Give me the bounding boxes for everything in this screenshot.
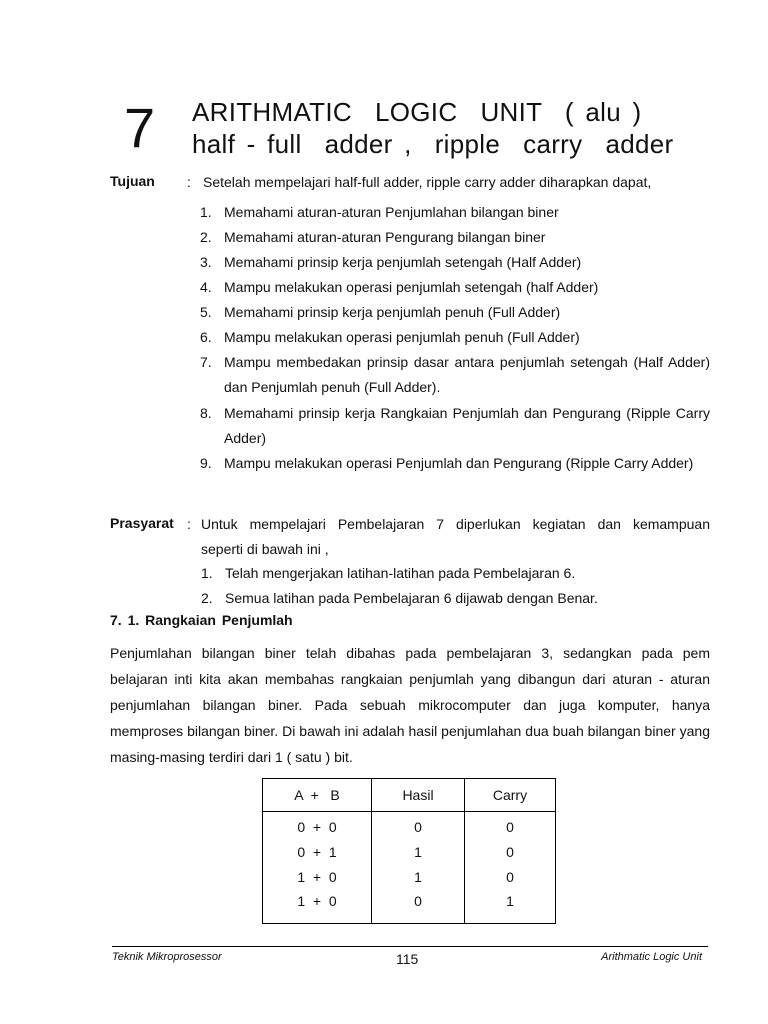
half-adder-truth-table xyxy=(262,778,556,924)
table-cell: 1 xyxy=(372,864,465,889)
list-item xyxy=(200,325,710,350)
column-header-a-plus-b: A + B xyxy=(263,779,372,812)
table-cell: 1 xyxy=(465,889,556,924)
list-item-number: 4. xyxy=(200,279,212,295)
list-item-number: 1. xyxy=(201,565,213,581)
prasyarat-label: Prasyarat xyxy=(110,515,174,531)
table-row xyxy=(263,812,556,840)
table-cell: 0 xyxy=(372,812,465,840)
footer-rule xyxy=(112,946,708,947)
table-cell: 0 xyxy=(465,864,556,889)
list-item-number: 7. xyxy=(200,354,212,370)
list-item-number: 2. xyxy=(200,229,212,245)
section-heading: 7. 1. Rangkaian Penjumlah xyxy=(110,612,293,628)
table-cell: 0 + 1 xyxy=(263,839,372,864)
table-cell: 0 xyxy=(465,812,556,840)
table-cell: 1 + 0 xyxy=(263,889,372,924)
table-header-row xyxy=(263,779,556,812)
list-item-text: Mampu melakukan operasi penjumlah penuh (Full Adder) xyxy=(224,329,580,345)
list-item-text: Semua latihan pada Pembelajaran 6 dijawab dengan Benar. xyxy=(225,590,598,606)
list-item xyxy=(201,561,711,586)
prasyarat-intro-line-1: Untuk mempelajari Pembelajaran 7 diperlukan kegiatan dan kemampuan xyxy=(201,516,710,532)
table-cell: 0 xyxy=(465,839,556,864)
table-row xyxy=(263,864,556,889)
prasyarat-intro-line-2: seperti di bawah ini , xyxy=(201,541,329,557)
tujuan-label: Tujuan xyxy=(110,173,155,189)
list-item-text: Mampu membedakan prinsip dasar antara penjumlah setengah (Half Adder) dan Penjumlah penuh (Full Adder). xyxy=(224,354,710,395)
table-row xyxy=(263,839,556,864)
list-item-text: Memahami aturan-aturan Pengurang bilangan biner xyxy=(224,229,546,245)
tujuan-intro: Setelah mempelajari half-full adder, ripple carry adder diharapkan dapat, xyxy=(203,174,652,190)
column-header-hasil: Hasil xyxy=(372,779,465,812)
footer-left-text: Teknik Mikroprosessor xyxy=(112,951,222,963)
list-item xyxy=(200,200,710,225)
list-item-text: Memahami prinsip kerja Rangkaian Penjumlah dan Pengurang (Ripple Carry Adder) xyxy=(224,405,710,446)
list-item-text: Mampu melakukan operasi Penjumlah dan Pengurang (Ripple Carry Adder) xyxy=(224,455,694,471)
prasyarat-colon: : xyxy=(187,516,191,532)
list-item xyxy=(200,350,710,400)
list-item-text: Memahami prinsip kerja penjumlah penuh (Full Adder) xyxy=(224,304,561,320)
list-item-number: 3. xyxy=(200,254,212,270)
list-item xyxy=(200,300,710,325)
table-cell: 0 + 0 xyxy=(263,812,372,840)
list-item-text: Mampu melakukan operasi penjumlah setengah (half Adder) xyxy=(224,279,599,295)
footer-right-text: Arithmatic Logic Unit xyxy=(601,951,702,963)
list-item-number: 6. xyxy=(200,329,212,345)
chapter-title-line-2: half - full adder , ripple carry adder xyxy=(192,129,674,159)
section-paragraph: Penjumlahan bilangan biner telah dibahas pada pembelajaran 3, sedangkan pada pem belajaran inti kita akan membahas rangkaian penjumlah yang dibangun dari aturan - aturan penjumlahan bilangan biner. Pada sebuah mikrocomputer dan juga komputer, hanya memproses bilangan biner. Di bawah ini adalah hasil penjumlahan dua buah bilangan biner yang masing-masing terdiri dari 1 ( satu ) bit. xyxy=(110,645,710,765)
list-item-number: 1. xyxy=(200,204,212,220)
list-item-text: Memahami prinsip kerja penjumlah setengah (Half Adder) xyxy=(224,254,582,270)
list-item-number: 8. xyxy=(200,405,212,421)
column-header-carry: Carry xyxy=(465,779,556,812)
table-row xyxy=(263,889,556,924)
list-item xyxy=(200,225,710,250)
list-item-number: 2. xyxy=(201,590,213,606)
table-cell: 1 xyxy=(372,839,465,864)
page-number: 115 xyxy=(396,951,419,967)
table-cell: 1 + 0 xyxy=(263,864,372,889)
list-item xyxy=(200,250,710,275)
tujuan-colon: : xyxy=(187,174,191,190)
list-item xyxy=(200,401,710,451)
list-item-number: 9. xyxy=(200,455,212,471)
list-item-number: 5. xyxy=(200,304,212,320)
list-item xyxy=(200,451,710,476)
list-item-text: Memahami aturan-aturan Penjumlahan bilangan biner xyxy=(224,204,559,220)
list-item xyxy=(201,586,711,611)
table-cell: 0 xyxy=(372,889,465,924)
chapter-number: 7 xyxy=(124,96,156,159)
chapter-title-line-1: ARITHMATIC LOGIC UNIT ( alu ) xyxy=(192,97,642,127)
list-item xyxy=(200,275,710,300)
list-item-text: Telah mengerjakan latihan-latihan pada Pembelajaran 6. xyxy=(225,565,576,581)
